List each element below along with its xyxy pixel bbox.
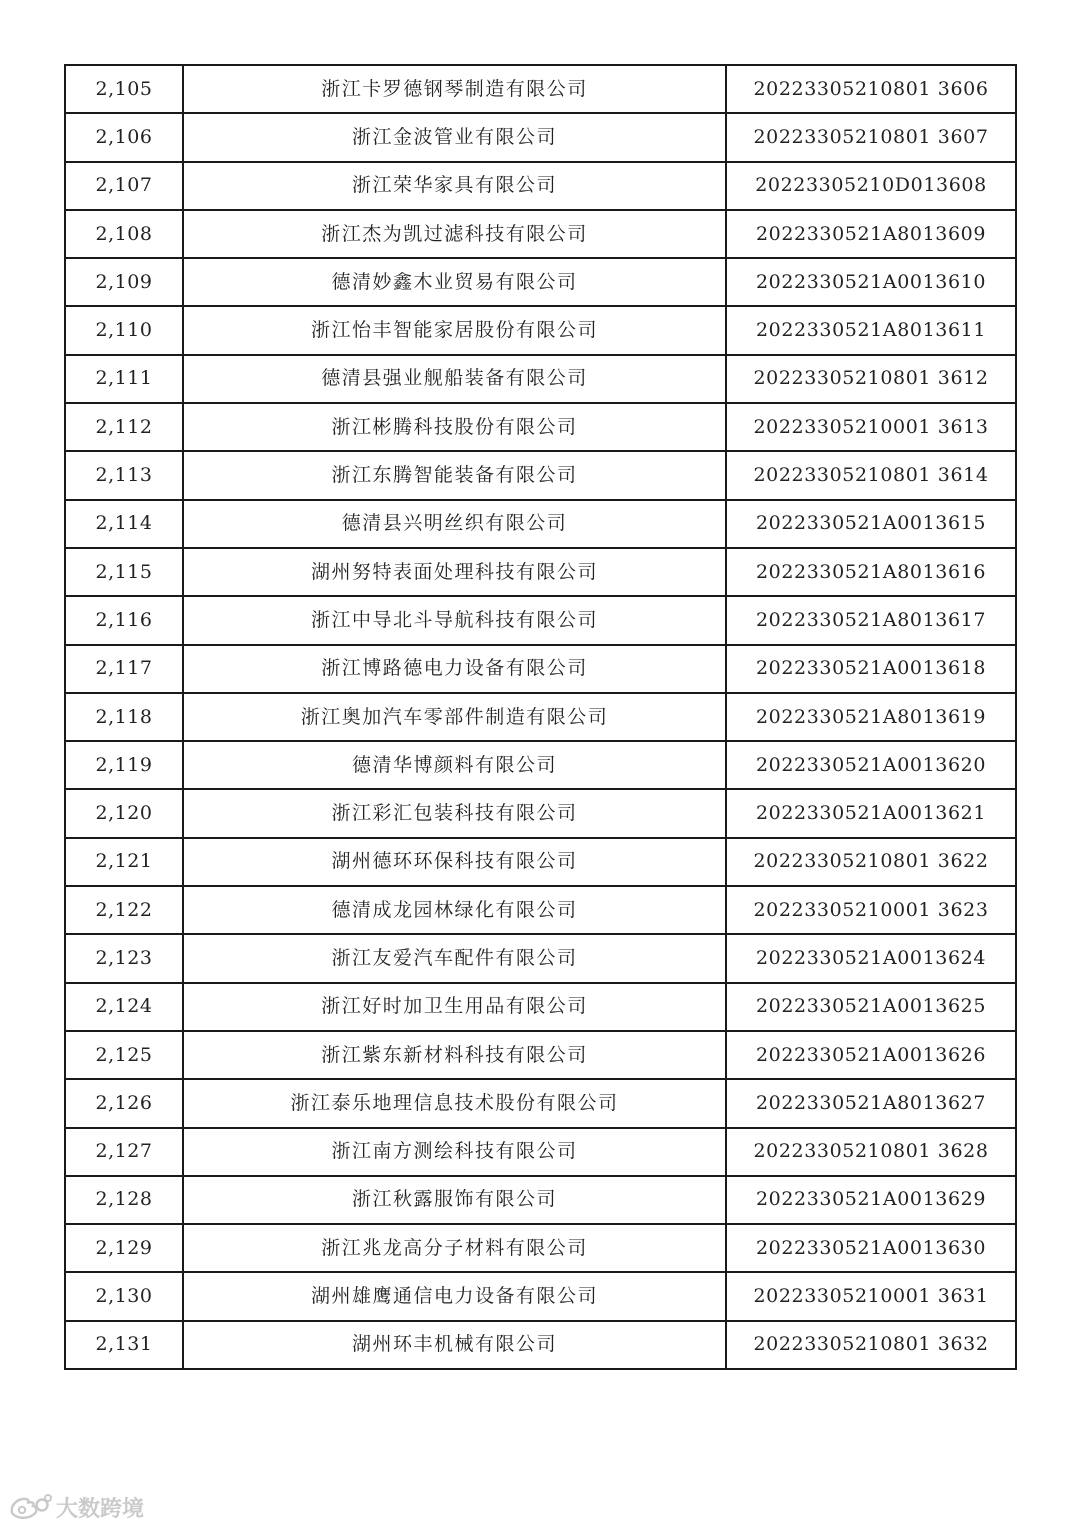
row-number-cell: 2,123 (65, 934, 183, 982)
registration-code-cell: 2022330521A8013619 (726, 693, 1016, 741)
table-row (65, 65, 1016, 113)
row-number-cell: 2,109 (65, 258, 183, 306)
table-row (65, 258, 1016, 306)
table-row (65, 1272, 1016, 1320)
table-row (65, 886, 1016, 934)
registration-code-cell: 20223305210D013608 (726, 162, 1016, 210)
registration-code-cell: 20223305210801 3632 (726, 1321, 1016, 1369)
table-row (65, 645, 1016, 693)
company-name-cell: 浙江中导北斗导航科技有限公司 (183, 596, 726, 644)
table-row (65, 741, 1016, 789)
company-name-cell: 浙江杰为凯过滤科技有限公司 (183, 210, 726, 258)
table-row (65, 113, 1016, 161)
registration-code-cell: 2022330521A8013616 (726, 548, 1016, 596)
company-name-cell: 浙江卡罗德钢琴制造有限公司 (183, 65, 726, 113)
row-number-cell: 2,120 (65, 789, 183, 837)
table-row (65, 789, 1016, 837)
registration-code-cell: 20223305210001 3631 (726, 1272, 1016, 1320)
registration-code-cell: 2022330521A0013629 (726, 1176, 1016, 1224)
registration-code-cell: 2022330521A0013630 (726, 1224, 1016, 1272)
registration-code-cell: 20223305210001 3623 (726, 886, 1016, 934)
registration-code-cell: 20223305210801 3607 (726, 113, 1016, 161)
company-name-cell: 湖州德环环保科技有限公司 (183, 838, 726, 886)
table-row (65, 162, 1016, 210)
row-number-cell: 2,105 (65, 65, 183, 113)
registration-code-cell: 20223305210801 3628 (726, 1128, 1016, 1176)
registration-code-cell: 20223305210801 3612 (726, 355, 1016, 403)
company-name-cell: 浙江兆龙高分子材料有限公司 (183, 1224, 726, 1272)
table-row (65, 1176, 1016, 1224)
row-number-cell: 2,127 (65, 1128, 183, 1176)
company-name-cell: 湖州环丰机械有限公司 (183, 1321, 726, 1369)
company-name-cell: 德清县强业舰船装备有限公司 (183, 355, 726, 403)
company-name-cell: 浙江南方测绘科技有限公司 (183, 1128, 726, 1176)
row-number-cell: 2,128 (65, 1176, 183, 1224)
company-name-cell: 浙江好时加卫生用品有限公司 (183, 983, 726, 1031)
company-name-cell: 浙江奥加汽车零部件制造有限公司 (183, 693, 726, 741)
company-name-cell: 浙江紫东新材料科技有限公司 (183, 1031, 726, 1079)
table-row (65, 500, 1016, 548)
company-name-cell: 湖州努特表面处理科技有限公司 (183, 548, 726, 596)
row-number-cell: 2,121 (65, 838, 183, 886)
registration-code-cell: 2022330521A8013617 (726, 596, 1016, 644)
company-name-cell: 浙江彩汇包装科技有限公司 (183, 789, 726, 837)
registration-code-cell: 2022330521A8013611 (726, 306, 1016, 354)
row-number-cell: 2,130 (65, 1272, 183, 1320)
table-row (65, 838, 1016, 886)
table-row (65, 403, 1016, 451)
table-row (65, 983, 1016, 1031)
registration-code-cell: 2022330521A0013624 (726, 934, 1016, 982)
registration-code-cell: 20223305210001 3613 (726, 403, 1016, 451)
company-name-cell: 德清华博颜料有限公司 (183, 741, 726, 789)
table-row (65, 306, 1016, 354)
company-name-cell: 浙江怡丰智能家居股份有限公司 (183, 306, 726, 354)
row-number-cell: 2,111 (65, 355, 183, 403)
company-name-cell: 德清妙鑫木业贸易有限公司 (183, 258, 726, 306)
company-name-cell: 浙江金波管业有限公司 (183, 113, 726, 161)
row-number-cell: 2,113 (65, 451, 183, 499)
row-number-cell: 2,125 (65, 1031, 183, 1079)
row-number-cell: 2,116 (65, 596, 183, 644)
registration-code-cell: 2022330521A8013627 (726, 1079, 1016, 1127)
row-number-cell: 2,112 (65, 403, 183, 451)
row-number-cell: 2,126 (65, 1079, 183, 1127)
table-row (65, 1224, 1016, 1272)
table-body (65, 65, 1016, 1369)
table-row (65, 451, 1016, 499)
registration-code-cell: 20223305210801 3606 (726, 65, 1016, 113)
row-number-cell: 2,106 (65, 113, 183, 161)
table-row (65, 210, 1016, 258)
company-name-cell: 浙江秋露服饰有限公司 (183, 1176, 726, 1224)
registration-code-cell: 20223305210801 3614 (726, 451, 1016, 499)
row-number-cell: 2,110 (65, 306, 183, 354)
registration-code-cell: 2022330521A0013625 (726, 983, 1016, 1031)
company-name-cell: 浙江博路德电力设备有限公司 (183, 645, 726, 693)
row-number-cell: 2,129 (65, 1224, 183, 1272)
table-row (65, 1079, 1016, 1127)
company-name-cell: 湖州雄鹰通信电力设备有限公司 (183, 1272, 726, 1320)
table-row (65, 934, 1016, 982)
row-number-cell: 2,117 (65, 645, 183, 693)
row-number-cell: 2,124 (65, 983, 183, 1031)
company-name-cell: 浙江荣华家具有限公司 (183, 162, 726, 210)
registration-code-cell: 2022330521A0013621 (726, 789, 1016, 837)
registration-code-cell: 2022330521A0013626 (726, 1031, 1016, 1079)
table-row (65, 596, 1016, 644)
registration-code-cell: 2022330521A0013610 (726, 258, 1016, 306)
table-row (65, 693, 1016, 741)
row-number-cell: 2,108 (65, 210, 183, 258)
row-number-cell: 2,122 (65, 886, 183, 934)
table-row (65, 1031, 1016, 1079)
row-number-cell: 2,115 (65, 548, 183, 596)
watermark (8, 1492, 144, 1522)
row-number-cell: 2,107 (65, 162, 183, 210)
row-number-cell: 2,118 (65, 693, 183, 741)
table-row (65, 548, 1016, 596)
company-name-cell: 浙江东腾智能装备有限公司 (183, 451, 726, 499)
registration-code-cell: 2022330521A0013620 (726, 741, 1016, 789)
company-name-cell: 浙江泰乐地理信息技术股份有限公司 (183, 1079, 726, 1127)
company-name-cell: 德清成龙园林绿化有限公司 (183, 886, 726, 934)
company-name-cell: 浙江彬腾科技股份有限公司 (183, 403, 726, 451)
registration-code-cell: 2022330521A0013618 (726, 645, 1016, 693)
registration-code-cell: 2022330521A8013609 (726, 210, 1016, 258)
registration-code-cell: 2022330521A0013615 (726, 500, 1016, 548)
table-row (65, 1128, 1016, 1176)
registration-code-cell: 20223305210801 3622 (726, 838, 1016, 886)
row-number-cell: 2,131 (65, 1321, 183, 1369)
company-name-cell: 浙江友爱汽车配件有限公司 (183, 934, 726, 982)
company-registration-table (64, 64, 1017, 1370)
table-row (65, 1321, 1016, 1369)
weibo-logo-icon (8, 1493, 52, 1521)
table-row (65, 355, 1016, 403)
watermark-text: 大数跨境 (56, 1496, 145, 1522)
company-name-cell: 德清县兴明丝织有限公司 (183, 500, 726, 548)
row-number-cell: 2,119 (65, 741, 183, 789)
row-number-cell: 2,114 (65, 500, 183, 548)
